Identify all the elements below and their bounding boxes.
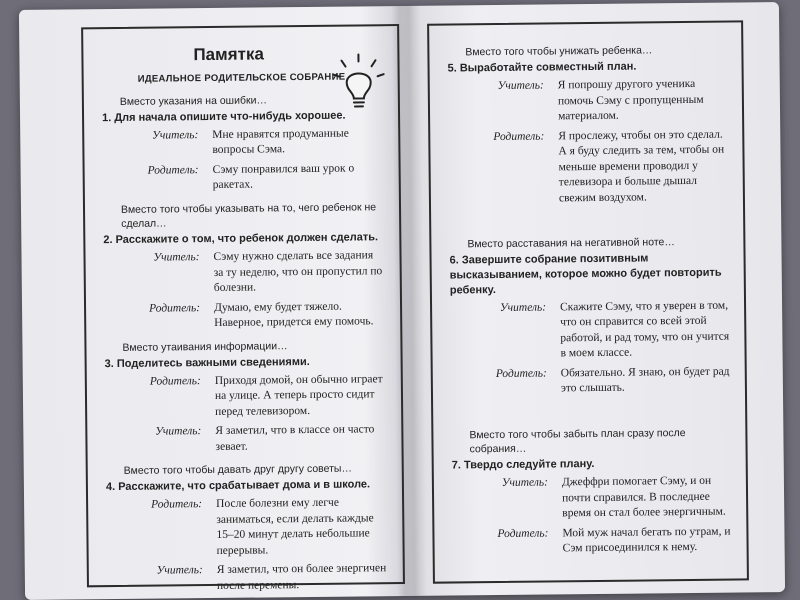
- section-intro: Вместо расставания на негативной ноте…: [467, 236, 675, 251]
- speaker-label: Учитель:: [153, 251, 200, 264]
- speaker-label: Учитель:: [499, 301, 547, 314]
- section-heading: 6. Завершите собрание позитивным высказыванием, которое можно будет повторить ребенку.: [449, 252, 722, 297]
- dialogue-line: [444, 77, 728, 127]
- speaker-label: Учитель:: [497, 79, 544, 93]
- section-heading: 3. Поделитесь важными сведениями.: [104, 355, 310, 370]
- section-heading: 2. Расскажите о том, что ребенок должен сделать.: [103, 231, 379, 247]
- speaker-label: Родитель:: [149, 301, 201, 315]
- dialogue-line: [446, 298, 731, 363]
- speaker-text: Сэму понравился ваш урок о ракетах.: [212, 162, 355, 192]
- dialogue-line: [100, 299, 386, 333]
- speaker-text: Скажите Сэму, что я уверен в том, что он справится со всей этой работой, и рад тому, что он учится в моем классе.: [560, 299, 730, 360]
- speaker-label: Родитель:: [149, 374, 201, 388]
- section-heading: 7. Твердо следуйте плану.: [451, 458, 595, 472]
- dialogue-line: [101, 422, 387, 456]
- section-intro: Вместо того чтобы унижать ребенка…: [465, 44, 653, 59]
- speaker-label: Учитель:: [156, 564, 203, 577]
- speaker-label: Родитель:: [497, 527, 549, 540]
- page-subtitle: ИДЕАЛЬНОЕ РОДИТЕЛЬСКОЕ СОБРАНИЕ: [137, 71, 346, 85]
- dialogue-line: [447, 364, 731, 398]
- section-heading: 5. Выработайте совместный план.: [447, 60, 637, 75]
- speaker-text: Приходя домой, он обычно играет на улице. А теперь просто сидит перед телевизором.: [214, 372, 383, 418]
- left-page: [81, 24, 405, 592]
- speaker-text: Я попрошу другого ученика помочь Сэму с пропущенным материалом.: [557, 77, 704, 123]
- speaker-text: Мне нравятся продуманные вопросы Сэма.: [212, 127, 349, 157]
- dialogue-line: [448, 474, 732, 524]
- section-7: [447, 425, 732, 558]
- dialogue-line: [99, 161, 385, 195]
- right-page: [427, 20, 749, 583]
- section-intro: Вместо указания на ошибки…: [119, 94, 267, 108]
- speaker-text: Сэму нужно сделать все задания за ту неделю, что он пропустил по болезни.: [213, 249, 383, 295]
- section-intro: Вместо того чтобы указывать на то, чего ребенок не сделал…: [120, 201, 377, 230]
- speaker-text: Обязательно. Я знаю, он будет рад это слышать.: [560, 365, 730, 395]
- speaker-label: Родитель:: [151, 498, 203, 511]
- speaker-text: Мой муж начал бегать по утрам, и Сэм присоединился к нему.: [562, 525, 731, 555]
- section-intro: Вместо того чтобы забыть план сразу после собрания…: [469, 426, 686, 456]
- speaker-label: Учитель:: [152, 128, 199, 142]
- dialogue-line: [101, 372, 387, 422]
- speaker-text: Думаю, ему будет тяжело. Наверное, придется ему помочь.: [213, 300, 374, 330]
- speaker-label: Родитель:: [495, 367, 547, 380]
- section-5: [443, 43, 729, 208]
- section-heading: 4. Расскажите, что срабатывает дома и в школе.: [105, 478, 371, 494]
- dialogue-line: [103, 561, 389, 595]
- speaker-text: Я заметил, что он более энергичен после перемены.: [216, 562, 387, 592]
- speaker-label: Учитель:: [501, 476, 548, 490]
- speaker-text: Джеффри помогает Сэму, и он почти справился. В последнее время он стал более энергичным.: [561, 474, 726, 520]
- section-heading: 1. Для начала опишите что-нибудь хорошее.: [102, 109, 346, 125]
- dialogue-line: [444, 127, 729, 208]
- section-3: [100, 338, 387, 457]
- lightbulb-icon: [331, 52, 386, 113]
- section-intro: Вместо утаивания информации…: [122, 339, 288, 354]
- dialogue-line: [99, 248, 385, 298]
- speaker-label: Родитель:: [147, 163, 199, 177]
- section-6: [445, 235, 731, 399]
- speaker-text: Я заметил, что в классе он часто зевает.: [215, 423, 375, 453]
- speaker-label: Родитель:: [493, 130, 545, 143]
- speaker-text: Я прослежу, чтобы он это сделал. А я буду следить за тем, чтобы он меньше времени проводил у телевизора и больше дышал свежим воздухом.: [558, 128, 725, 204]
- dialogue-line: [102, 495, 389, 560]
- section-2: [99, 200, 386, 333]
- section-4: [102, 461, 389, 595]
- dialogue-line: [98, 126, 384, 160]
- section-intro: Вместо того чтобы давать друг другу советы…: [123, 462, 353, 478]
- speaker-text: После болезни ему легче заниматься, если делать каждые 15–20 минут делать небольшие перерывы.: [216, 496, 374, 557]
- dialogue-line: [448, 524, 732, 558]
- speaker-label: Учитель:: [155, 425, 202, 438]
- page-title: Памятка: [193, 44, 264, 65]
- book-spread: [19, 2, 785, 600]
